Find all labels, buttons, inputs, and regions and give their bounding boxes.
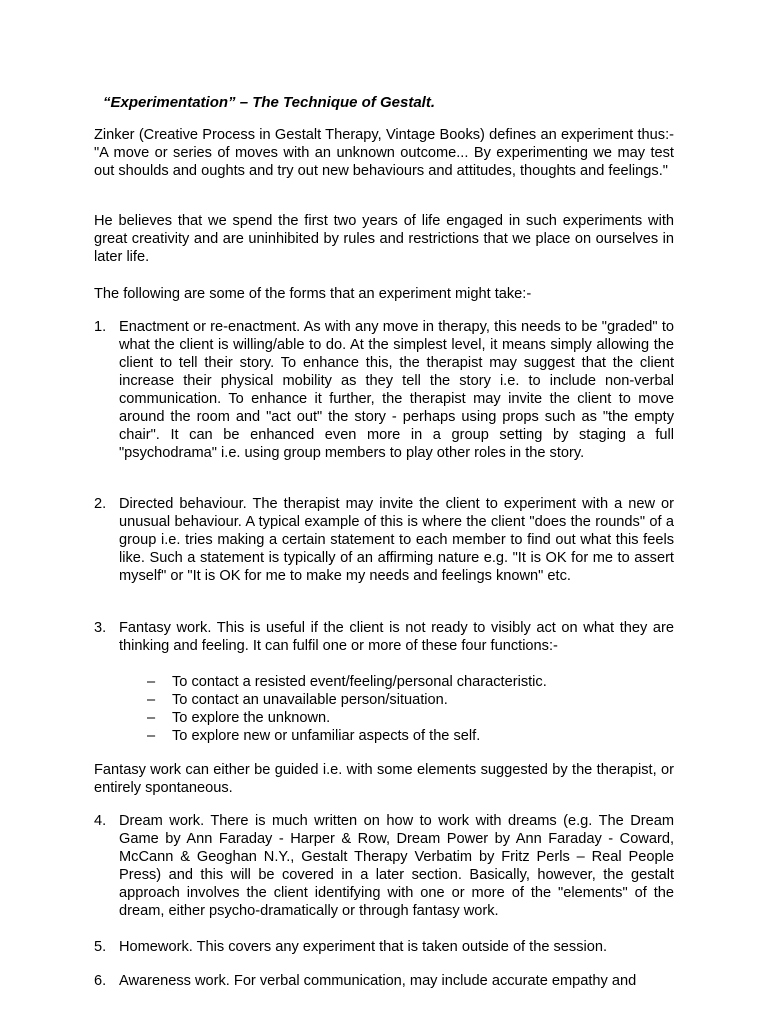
- fantasy-function-text: To contact an unavailable person/situation.: [172, 692, 448, 708]
- list-item-text: Directed behaviour. The therapist may invite the client to experiment with a new or unusual behaviour. A typical example of this is where the client "does the rounds" of a group i.e. tries making a certain statement to each member to find out what this feels like. Such a statement is typically of an affirming nature e.g. "It is OK for me to assert myself" or "It is OK for me to make my needs and feelings known" etc.: [119, 496, 674, 584]
- list-item-3: [94, 619, 674, 655]
- list-item-text: Fantasy work. This is useful if the client is not ready to visibly act on what they are thinking and feeling. It can fulfil one or more of these four functions:-: [119, 620, 674, 654]
- belief-paragraph: He believes that we spend the first two years of life engaged in such experiments with great creativity and are uninhibited by rules and restrictions that we place on ourselves in later life.: [94, 213, 674, 265]
- fantasy-function-text: To contact a resisted event/feeling/personal characteristic.: [172, 674, 547, 690]
- list-item-number: 1.: [94, 319, 107, 335]
- fantasy-paragraph: Fantasy work can either be guided i.e. with some elements suggested by the therapist, or entirely spontaneous.: [94, 762, 674, 796]
- forms-intro-paragraph: The following are some of the forms that an experiment might take:-: [94, 286, 532, 302]
- list-item-1: [94, 318, 674, 462]
- dash-marker: –: [147, 710, 156, 726]
- fantasy-function-text: To explore the unknown.: [172, 710, 331, 726]
- dash-marker: –: [147, 692, 156, 708]
- intro-paragraph: Zinker (Creative Process in Gestalt Therapy, Vintage Books) defines an experiment thus:- "A move or series of moves with an unknown outcome... By experimenting we may test out shoulds and oughts and try out new behaviours and attitudes, thoughts and feelings.": [94, 127, 674, 179]
- fantasy-function-item: [147, 691, 547, 709]
- list-item-4: [94, 812, 674, 920]
- list-item-text: Homework. This covers any experiment that is taken outside of the session.: [119, 939, 608, 955]
- dash-marker: –: [147, 674, 156, 690]
- fantasy-function-item: [147, 673, 547, 691]
- list-item-number: 3.: [94, 620, 107, 636]
- list-item-number: 6.: [94, 973, 107, 989]
- list-item-6: [94, 972, 674, 990]
- list-item-text: Awareness work. For verbal communication, may include accurate empathy and: [119, 973, 637, 989]
- list-item-number: 5.: [94, 939, 107, 955]
- list-item-number: 4.: [94, 813, 107, 829]
- fantasy-function-item: [147, 727, 547, 745]
- document-title: “Experimentation” – The Technique of Gestalt.: [103, 94, 435, 111]
- dash-marker: –: [147, 728, 156, 744]
- fantasy-functions-list: [147, 673, 547, 745]
- fantasy-function-item: [147, 709, 547, 727]
- list-item-text: Dream work. There is much written on how to work with dreams (e.g. The Dream Game by Ann Faraday - Harper & Row, Dream Power by Ann Faraday - Coward, McCann & Geoghan N.Y., Gestalt Therapy Verbatim by Fritz Perls – Real People Press) and this will be covered in a later section. Basically, however, the gestalt approach involves the client identifying with one or more of the "elements" of the dream, either psycho-dramatically or through fantasy work.: [119, 813, 674, 919]
- list-item-2: [94, 495, 674, 585]
- list-item-text: Enactment or re-enactment. As with any move in therapy, this needs to be "graded" to what the client is willing/able to do. At the simplest level, it means simply allowing the client to tell their story. To enhance this, the therapist may suggest that the client increase their physical mobility as they tell the story i.e. to include non-verbal communication. To enhance it further, the therapist may invite the client to move around the room and "act out" the story - perhaps using props such as "the empty chair". It can be enhanced even more in a group setting by staging a full "psychodrama" i.e. using group members to play other roles in the story.: [119, 319, 674, 461]
- list-item-number: 2.: [94, 496, 107, 512]
- list-item-5: [94, 938, 674, 956]
- fantasy-function-text: To explore new or unfamiliar aspects of the self.: [172, 728, 481, 744]
